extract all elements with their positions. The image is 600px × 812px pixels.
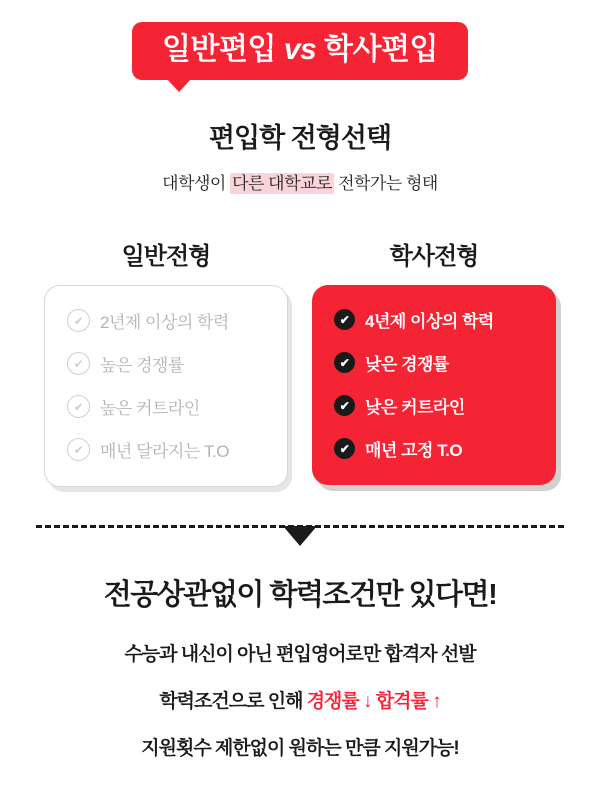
list-item [334,350,536,375]
check-icon: ✔ [67,309,90,332]
check-icon: ✔ [334,438,355,459]
list-item [334,307,536,332]
list-item-label: 매년 고정 T.O [365,441,463,460]
conclusion-line-1: 수능과 내신이 아닌 편입영어로만 합격자 선발 [124,644,476,665]
list-item [334,393,536,418]
conclusion-line-2-prefix: 학력조건으로 인해 [159,691,307,712]
column-bachelor-title: 학사전형 [389,243,479,270]
list-item-label: 높은 경쟁률 [100,356,184,375]
title-badge-container [0,0,600,80]
conclusion-line-2-accent: 경쟁률 ↓ 합격률 ↑ [306,691,441,712]
conclusion-line-2 [0,686,600,713]
subtitle-after: 전학가는 형태 [333,174,438,193]
check-icon: ✔ [67,438,90,461]
list-item-label: 낮은 경쟁률 [365,355,449,374]
list-item-label: 2년제 이상의 학력 [100,313,229,332]
list-item [67,394,267,419]
check-icon: ✔ [67,352,90,375]
check-icon: ✔ [334,352,355,373]
comparison-columns [0,236,600,487]
check-icon: ✔ [334,309,355,330]
badge-left-text: 일반편입 [162,33,276,66]
title-badge [132,22,468,80]
conclusion-line-3: 지원횟수 제한없이 원하는 만큼 지원가능! [141,738,459,759]
check-icon: ✔ [67,395,90,418]
list-item [67,351,267,376]
badge-right-text: 학사편입 [324,33,438,66]
down-arrow-container [0,526,600,546]
list-item [67,437,267,462]
subtitle-before: 대학생이 [162,174,231,193]
badge-vs-text: vs [283,33,317,66]
conclusion-title: 전공상관없이 학력조건만 있다면! [103,579,497,611]
down-arrow-icon [283,526,317,546]
list-item-label: 매년 달라지는 T.O [100,442,229,461]
column-bachelor-card [312,285,556,485]
subtitle-highlight: 다른 대학교로 [232,174,332,193]
column-bachelor [312,236,556,487]
check-icon: ✔ [334,395,355,416]
column-general-card [44,285,288,487]
conclusion-lines [0,639,600,760]
column-general [44,236,288,487]
list-item-label: 낮은 커트라인 [365,398,465,417]
list-item [67,308,267,333]
page-subtitle [0,169,600,194]
list-item [334,436,536,461]
page-title: 편입학 전형선택 [208,123,392,153]
column-general-title: 일반전형 [121,243,211,270]
list-item-label: 4년제 이상의 학력 [365,312,494,331]
list-item-label: 높은 커트라인 [100,399,200,418]
